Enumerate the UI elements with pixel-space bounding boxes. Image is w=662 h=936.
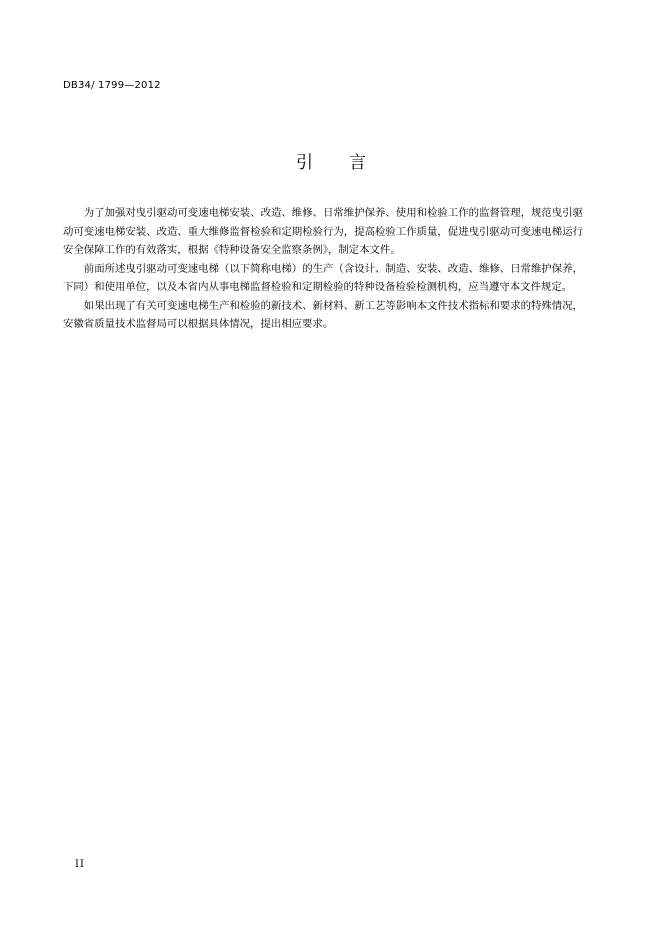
body-text (63, 204, 583, 334)
page-title: 引言 (296, 153, 402, 173)
document-number: DB34/ 1799—2012 (63, 80, 161, 91)
page-number: II (75, 859, 85, 870)
paragraph-2: 前面所述曳引驱动可变速电梯（以下简称电梯）的生产（含设计、制造、安装、改造、维修、日常维护保养，下同）和使用单位，以及本省内从事电梯监督检验和定期检验的特种设备检验检测机构，应当遵守本文件规定。 (63, 262, 583, 293)
paragraph-1: 为了加强对曳引驱动可变速电梯安装、改造、维修、日常维护保养、使用和检验工作的监督管理，规范曳引驱动可变速电梯安装、改造、重大维修监督检验和定期检验行为，提高检验工作质量，促进曳引驱动可变速电梯运行安全保障工作的有效落实，根据《特种设备安全监察条例》，制定本文件。 (63, 207, 583, 256)
paragraph-3: 如果出现了有关可变速电梯生产和检验的新技术、新材料、新工艺等影响本文件技术指标和要求的特殊情况，安徽省质量技术监督局可以根据具体情况，提出相应要求。 (63, 299, 583, 330)
